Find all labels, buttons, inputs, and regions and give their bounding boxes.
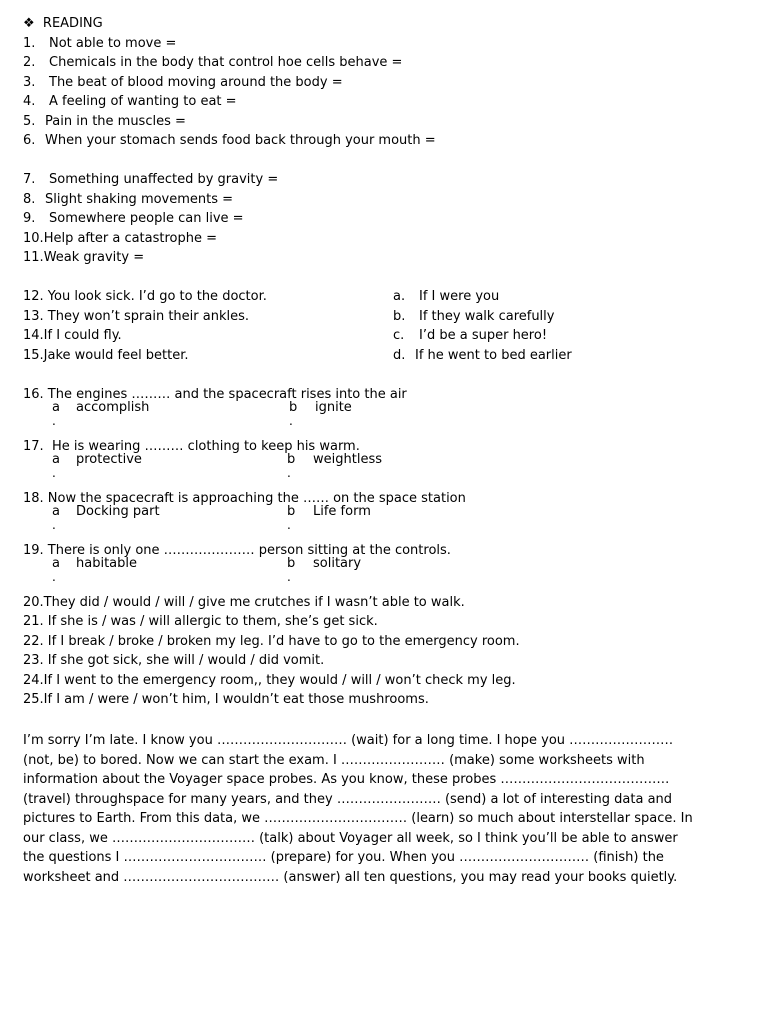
paragraph-line: the questions I …………………………… (prepare) for you. When you ………………………… (finish) the — [23, 850, 664, 865]
option-dot: . — [287, 518, 291, 532]
mcq-option-a: a habitable — [52, 556, 137, 571]
list-item: 3. The beat of blood moving around the body = — [23, 75, 343, 90]
list-item: 5. Pain in the muscles = — [23, 114, 186, 129]
list-item: 11.Weak gravity = — [23, 250, 145, 265]
mcq-option-a: a Docking part — [52, 504, 160, 519]
matching-left-item: 14.If I could fly. — [23, 328, 122, 343]
cloze-paragraph — [23, 731, 748, 887]
paragraph-line: (not, be) to bored. Now we can start the exam. I …………………… (make) some worksheets with — [23, 752, 645, 768]
mcq-question: 16. The engines ……… and the spacecraft rises into the air — [23, 387, 407, 402]
paragraph-line: information about the Voyager space probes. As you know, these probes ………………………………… — [23, 772, 670, 787]
matching-right-item: b. If they walk carefully — [393, 309, 555, 324]
grammar-item: 22. If I break / broke / broken my leg. I’d have to go to the emergency room. — [23, 634, 520, 649]
heading-title: READING — [42, 16, 103, 31]
paragraph-line: worksheet and ……………………………… (answer) all ten questions, you may read your books quietly. — [23, 869, 678, 885]
matching-right-item: d. If he went to bed earlier — [393, 348, 572, 363]
option-dot: . — [287, 466, 291, 480]
matching-right-item: c. I’d be a super hero! — [393, 328, 548, 343]
option-dot: . — [52, 570, 56, 584]
list-item: 4. A feeling of wanting to eat = — [23, 94, 237, 109]
paragraph-line: our class, we …………………………… (talk) about Voyager all week, so I think you’ll be able to answer — [23, 830, 678, 846]
paragraph-line: pictures to Earth. From this data, we …………………………… (learn) so much about interstellar space. In — [23, 811, 693, 826]
option-dot: . — [289, 414, 293, 428]
matching-left-item: 15.Jake would feel better. — [23, 348, 189, 363]
section-heading — [23, 16, 103, 32]
mcq-option-a: a accomplish — [52, 400, 150, 415]
list-item: 9. Somewhere people can live = — [23, 211, 244, 226]
list-item: 8. Slight shaking movements = — [23, 192, 234, 207]
paragraph-line: (travel) throughspace for many years, and they …………………… (send) a lot of interesting data and — [23, 791, 673, 807]
mcq-option-b: b Life form — [287, 504, 371, 519]
diamond-bullet-icon: ❖ — [23, 16, 35, 31]
grammar-item: 24.If I went to the emergency room,, they would / will / won’t check my leg. — [23, 673, 516, 688]
grammar-item: 21. If she is / was / will allergic to them, she’s get sick. — [23, 614, 378, 629]
list-item: 2. Chemicals in the body that control hoe cells behave = — [23, 55, 403, 70]
mcq-option-a: a protective — [52, 452, 142, 467]
mcq-option-b: b weightless — [287, 452, 382, 467]
grammar-item: 20.They did / would / will / give me crutches if I wasn’t able to walk. — [23, 595, 465, 610]
matching-left-item: 12. You look sick. I’d go to the doctor. — [23, 289, 267, 304]
paragraph-line: I’m sorry I’m late. I know you ………………………… (wait) for a long time. I hope you …………………… — [23, 733, 674, 748]
mcq-question: 17. He is wearing ……… clothing to keep his warm. — [23, 439, 360, 454]
mcq-question: 18. Now the spacecraft is approaching the …… on the space station — [23, 491, 466, 506]
matching-left-item: 13. They won’t sprain their ankles. — [23, 309, 249, 324]
grammar-item: 25.If I am / were / won’t him, I wouldn’t eat those mushrooms. — [23, 692, 429, 707]
option-dot: . — [52, 414, 56, 428]
mcq-question: 19. There is only one ………………… person sitting at the controls. — [23, 543, 451, 558]
matching-right-item: a. If I were you — [393, 289, 500, 304]
list-item: 6. When your stomach sends food back through your mouth = — [23, 133, 436, 148]
mcq-option-b: b ignite — [289, 400, 352, 415]
list-item: 7. Something unaffected by gravity = — [23, 172, 279, 187]
mcq-option-b: b solitary — [287, 556, 362, 571]
option-dot: . — [52, 466, 56, 480]
grammar-item: 23. If she got sick, she will / would / did vomit. — [23, 653, 325, 668]
option-dot: . — [287, 570, 291, 584]
list-item: 10.Help after a catastrophe = — [23, 231, 218, 246]
list-item: 1. Not able to move = — [23, 36, 177, 51]
option-dot: . — [52, 518, 56, 532]
